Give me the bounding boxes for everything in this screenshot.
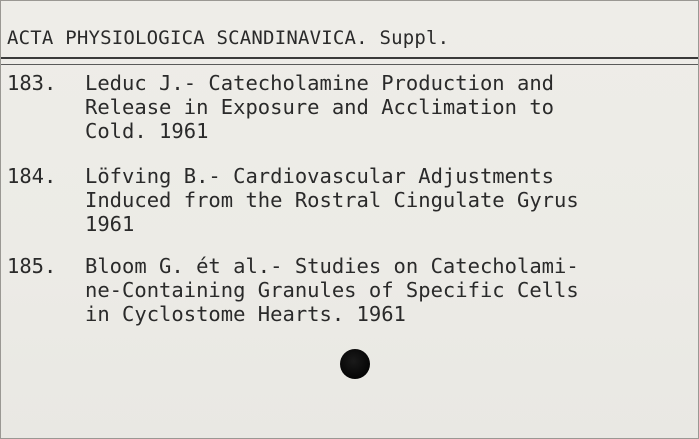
entry-line: ne-Containing Granules of Specific Cells (85, 278, 579, 302)
entry-line: Leduc J.- Catecholamine Production and (85, 71, 554, 95)
entry-line: in Cyclostome Hearts. 1961 (85, 302, 406, 326)
entry-line: 1961 (85, 212, 135, 236)
entry-number: 185. (7, 254, 57, 278)
punch-hole (340, 349, 370, 379)
entry-text (85, 164, 699, 236)
entry-line: Release in Exposure and Acclimation to (85, 95, 554, 119)
entry-line: Löfving B.- Cardiovascular Adjustments (85, 164, 554, 188)
entry-line: Induced from the Rostral Cingulate Gyrus (85, 188, 579, 212)
entry-line: Cold. 1961 (85, 119, 209, 143)
entry-text (85, 71, 699, 143)
entry-text (85, 254, 699, 326)
entry-line: Bloom G. ét al.- Studies on Catecholami- (85, 254, 579, 278)
entry-number: 183. (7, 71, 57, 95)
card-header-title: ACTA PHYSIOLOGICA SCANDINAVICA. Suppl. (7, 27, 450, 49)
header-rule-bottom (1, 64, 698, 65)
entry-number: 184. (7, 164, 57, 188)
header-rule-top (1, 57, 698, 59)
